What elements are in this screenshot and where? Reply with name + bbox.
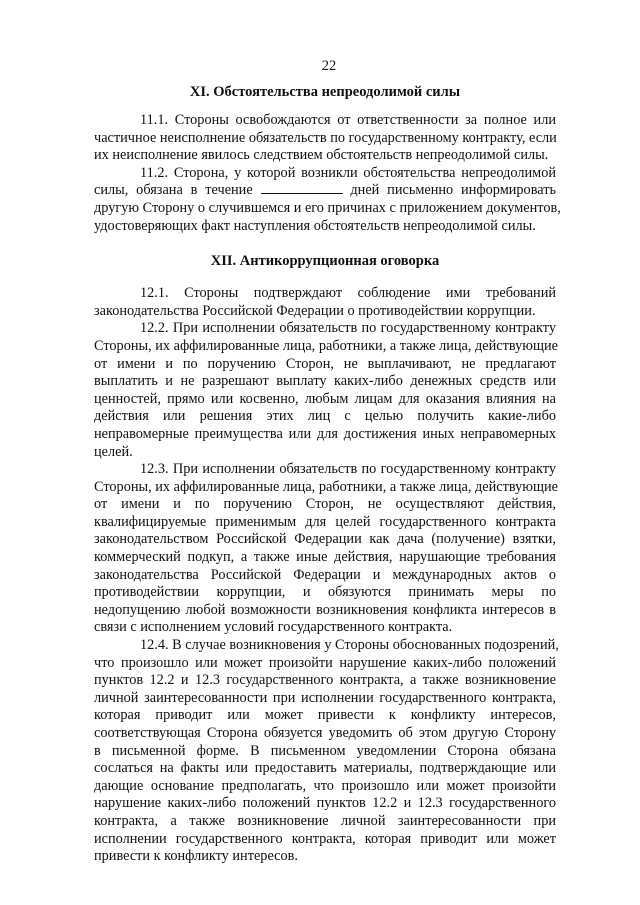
text-line: 12.2. При исполнении обязательств по государственному контракту: [140, 320, 556, 337]
section-12-heading: XII. Антикоррупционная оговорка: [210, 253, 440, 270]
text-line: привести к конфликту интересов.: [94, 848, 298, 865]
text-line: личной заинтересованности при исполнении государственного контракта,: [94, 689, 556, 706]
paragraph-12-1: [94, 285, 556, 320]
text-line: другую Сторону о случившемся и его причинах с приложением документов,: [94, 199, 561, 216]
text-line: 12.1. Стороны подтверждают соблюдение ими требований: [140, 285, 556, 302]
text-line: недопущению любой возможности возникновения конфликта интересов в: [94, 601, 556, 618]
text-line: 11.1. Стороны освобождаются от ответственности за полное или: [140, 112, 556, 128]
paragraph-11-2: [94, 164, 561, 235]
paragraph-11-1: [94, 112, 556, 165]
section-11-heading: XI. Обстоятельства непреодолимой силы: [189, 84, 461, 100]
text-line: коммерческий подкуп, а также иные действия, нарушающие требования: [94, 549, 556, 566]
text-line: исполнении государственного контракта, которая приводит или может: [94, 830, 556, 847]
document-page: [94, 56, 561, 866]
text-line: которая приводит или может привести к конфликту интересов,: [94, 707, 556, 724]
text-line: что произошло или может произойти нарушение каких-либо положений: [94, 654, 556, 671]
text-line: выплатить и не разрешают выплату каких-либо денежных средств или: [94, 373, 556, 390]
text-line: неправомерные преимущества или для достижения иных неправомерных: [94, 425, 556, 442]
text-line: удостоверяющих факт наступления обстоятельств непреодолимой силы.: [94, 217, 536, 234]
text-line: их неисполнение явилось следствием обстоятельств непреодолимой силы.: [94, 147, 549, 164]
text-line: квалифицируемые применимым для целей государственного контракта: [94, 513, 556, 530]
text-line: от имени и по поручению Сторон, не выплачивают, не предлагают: [94, 355, 556, 372]
text-line: законодательства Российской Федерации о противодействии коррупции.: [94, 302, 536, 319]
text-line: соответствующая Сторона обязуется уведомить об этом другую Сторону: [94, 725, 556, 741]
text-line: законодательством Российской Федерации как дача (получение) взятки,: [94, 531, 556, 548]
text-fragment: дней письменно информировать: [350, 182, 556, 199]
paragraph-12-2: [94, 320, 556, 461]
text-line: 11.2. Сторона, у которой возникли обстоятельства непреодолимой: [140, 164, 556, 181]
text-line-with-blank: [94, 182, 556, 200]
text-line: противодействии коррупции, и обязуются принимать меры по: [94, 584, 556, 601]
page-number: 22: [321, 58, 337, 74]
text-line: 12.4. В случае возникновения у Стороны обоснованных подозрений,: [140, 637, 559, 654]
text-line: законодательства Российской Федерации и международных актов о: [94, 566, 556, 583]
text-line: 12.3. При исполнении обязательств по государственному контракту: [140, 461, 556, 478]
text-line: сослаться на факты или предоставить материалы, подтверждающие или: [94, 760, 556, 777]
fill-in-blank: [261, 183, 343, 194]
text-line: Стороны, их аффилированные лица, работники, а также лица, действующие: [94, 337, 558, 354]
paragraph-12-3: [94, 461, 556, 637]
text-line: целей.: [94, 443, 133, 460]
text-line: контракта, а также возникновение личной заинтересованности при: [94, 812, 556, 829]
text-line: пунктов 12.2 и 12.3 государственного контракта, а также возникновение: [94, 672, 556, 689]
text-line: нарушение каких-либо положений пунктов 12.2 и 12.3 государственного: [94, 795, 556, 812]
text-line: дающие основание предполагать, что произошло или может произойти: [94, 777, 556, 794]
text-line: от имени и по поручению Сторон, не осуществляют действия,: [94, 496, 556, 513]
text-line: Стороны, их аффилированные лица, работники, а также лица, действующие: [94, 478, 558, 495]
paragraph-12-4: [94, 637, 559, 866]
text-line: ценностей, прямо или косвенно, любым лицам для оказания влияния на: [94, 390, 556, 407]
text-line: в письменной форме. В письменном уведомлении Сторона обязана: [94, 742, 556, 759]
text-line: действия или решения этих лиц с целью получить какие-либо: [94, 408, 556, 425]
text-line: частичное неисполнение обязательств по государственному контракту, если: [94, 129, 557, 146]
text-line: связи с исполнением условий государственного контракта.: [94, 619, 453, 636]
text-fragment: силы, обязана в течение: [94, 182, 253, 199]
